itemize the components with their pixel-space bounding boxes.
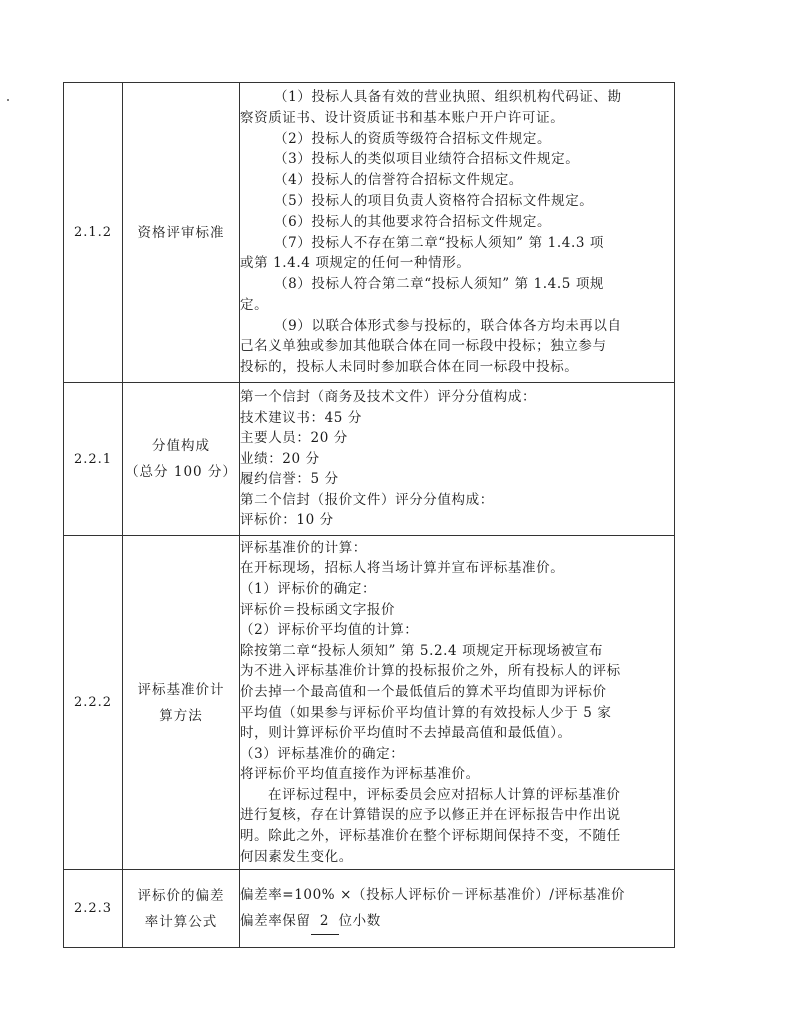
content-line: 投标的，投标人未同时参加联合体在同一标段中投标。	[240, 359, 579, 376]
content-line: （6）投标人的其他要求符合招标文件规定。	[274, 213, 552, 230]
clause-number: 2.2.2	[64, 536, 123, 870]
content-line: 己名义单独或参加其他联合体在同一标段中投标；独立参与	[240, 338, 607, 355]
precision-value: 2	[311, 908, 339, 935]
content-line: （3）评标基准价的确定：	[240, 745, 405, 762]
content-line: 将评标价平均值直接作为评标基准价。	[240, 766, 480, 783]
table-row	[64, 383, 675, 536]
content-line: 进行复核，存在计算错误的应予以修正并在评标报告中作出说	[240, 807, 621, 824]
clause-item-line: 评标基准价计	[137, 681, 225, 698]
content-line: 或第 1.4.4 项规定的任何一种情形。	[240, 255, 471, 272]
content-line: 第一个信封（商务及技术文件）评分分值构成：	[240, 388, 537, 405]
clause-item: 资格评审标准	[123, 83, 240, 383]
content-line: 明。除此之外，评标基准价在整个评标期间保持不变，不随任	[240, 828, 621, 845]
clause-content	[240, 870, 675, 948]
content-line: 主要人员：20 分	[240, 430, 348, 447]
clause-item-line: 率计算公式	[144, 913, 218, 930]
content-line: 技术建议书：45 分	[240, 409, 362, 426]
content-line: 为不进入评标基准价计算的投标报价之外，所有投标人的评标	[240, 663, 621, 680]
clause-item-line: 分值构成	[152, 438, 210, 454]
precision-line	[240, 908, 674, 935]
content-line: 评标基准价的计算：	[240, 539, 367, 556]
content-line: 何因素发生变化。	[240, 848, 353, 865]
scan-speck	[7, 99, 9, 101]
content-line: 除按第二章“投标人须知” 第 5.2.4 项规定开标现场被宣布	[240, 642, 604, 659]
content-line: 定。	[240, 296, 269, 313]
clause-item	[123, 536, 240, 870]
content-line: （1）投标人具备有效的营业执照、组织机构代码证、勘	[274, 88, 622, 105]
content-line: （4）投标人的信誉符合招标文件规定。	[274, 172, 523, 189]
content-line: 在开标现场，招标人将当场计算并宣布评标基准价。	[240, 560, 565, 577]
content-line: 平均值（如果参与评标价平均值计算的有效投标人少于 5 家	[240, 704, 612, 721]
content-line: （2）投标人的资质等级符合招标文件规定。	[274, 130, 552, 147]
content-line: （9）以联合体形式参与投标的，联合体各方均未再以自	[274, 317, 622, 334]
clause-item-line: 算方法	[159, 707, 203, 724]
content-line: 察资质证书、设计资质证书和基本账户开户许可证。	[240, 109, 565, 126]
clause-number: 2.2.3	[64, 870, 123, 948]
precision-prefix: 偏差率保留	[240, 913, 311, 929]
clause-item	[123, 383, 240, 536]
content-line: 价去掉一个最高值和一个最低值后的算术平均值即为评标价	[240, 683, 607, 700]
content-line: 履约信誉：5 分	[240, 471, 339, 488]
clause-item-line: 评标价的偏差	[137, 887, 225, 904]
content-line: 第二个信封（报价文件）评分分值构成：	[240, 491, 494, 508]
precision-suffix: 位小数	[338, 913, 381, 929]
clause-content	[240, 536, 675, 870]
clause-item	[123, 870, 240, 948]
clause-number: 2.2.1	[64, 383, 123, 536]
content-line: （8）投标人符合第二章“投标人须知” 第 1.4.5 项规	[274, 276, 605, 293]
deviation-formula: 偏差率=100% ×（投标人评标价－评标基准价）/评标基准价	[240, 887, 626, 903]
content-line: 业绩：20 分	[240, 450, 320, 467]
content-line: 在评标过程中，评标委员会应对招标人计算的评标基准价	[268, 786, 621, 803]
clause-content	[240, 383, 675, 536]
clause-item-line: （总分 100 分）	[125, 464, 237, 480]
table-row	[64, 870, 675, 948]
content-line: 评标价：10 分	[240, 512, 334, 529]
content-line: （2）评标价平均值的计算：	[240, 622, 419, 639]
table-row	[64, 83, 675, 383]
content-line: （7）投标人不存在第二章“投标人须知” 第 1.4.3 项	[274, 234, 605, 251]
content-line: （3）投标人的类似项目业绩符合招标文件规定。	[274, 151, 580, 168]
content-line: （1）评标价的确定：	[240, 580, 377, 597]
content-line: （5）投标人的项目负责人资格符合招标文件规定。	[274, 192, 594, 209]
table-row	[64, 536, 675, 870]
evaluation-criteria-table	[63, 82, 675, 948]
clause-content	[240, 83, 675, 383]
content-line: 时，则计算评标价平均值时不去掉最高值和最低值）。	[240, 725, 572, 742]
content-line: 评标价＝投标函文字报价	[240, 601, 396, 618]
clause-number: 2.1.2	[64, 83, 123, 383]
